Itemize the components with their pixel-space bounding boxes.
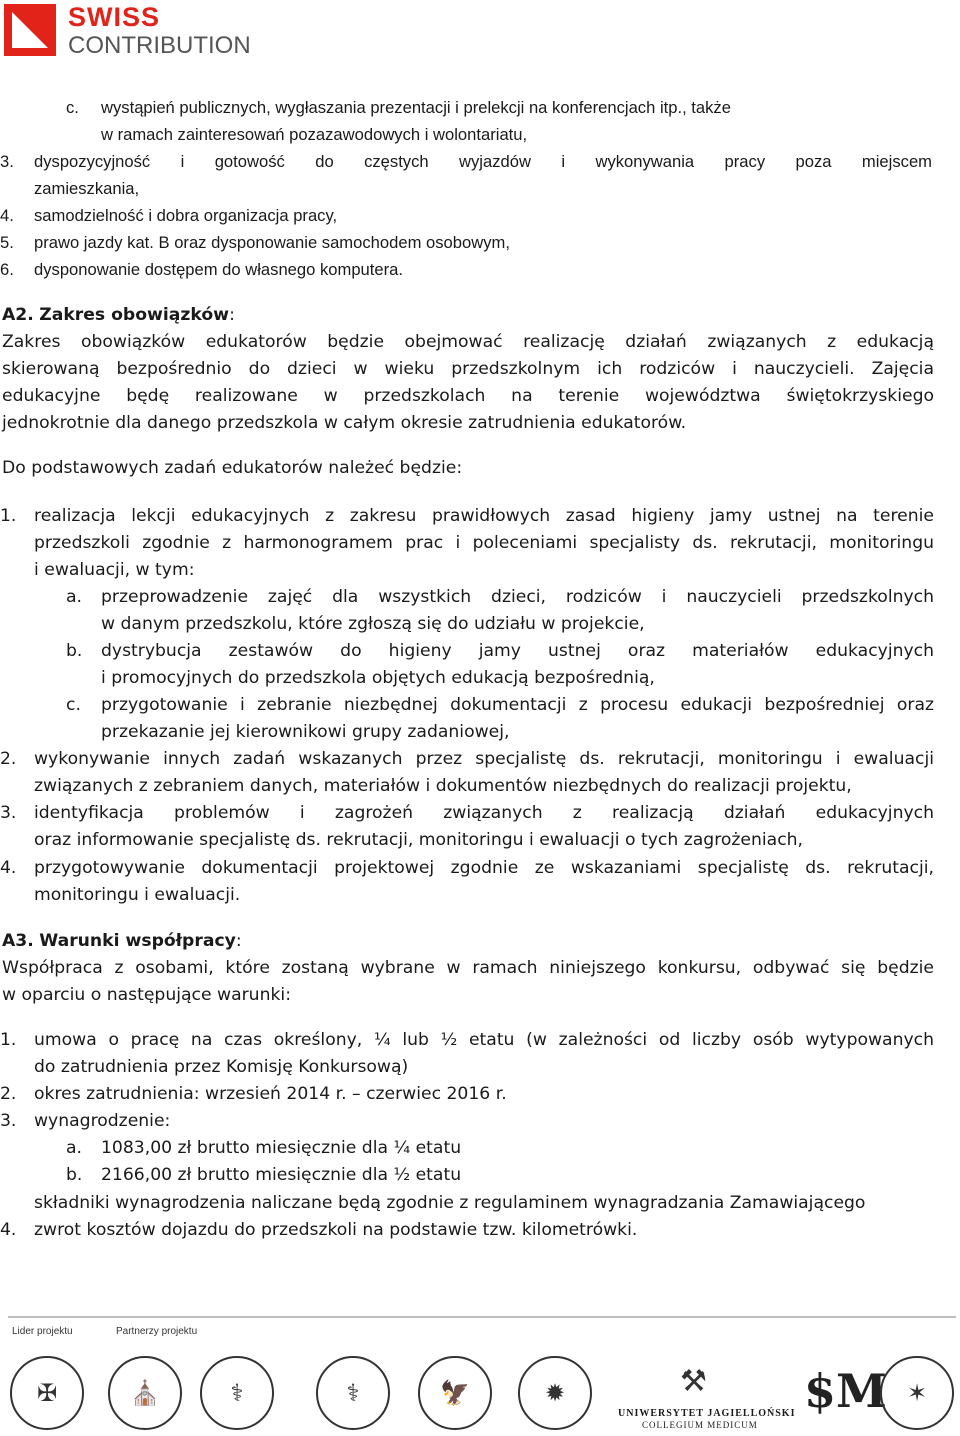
list-item-continuation: związanych z zebraniem danych, materiałów i dokumentów niezbędnych do realizacji projektu, [34, 776, 852, 796]
swiss-contribution-logo [4, 4, 262, 60]
list-item: c. wystąpień publicznych, wygłaszania prezentacji i prelekcji na konferencjach itp., także [66, 98, 731, 117]
sub-list-item: b. dystrybucja zestawów do higieny jamy ustnej oraz materiałów edukacyjnych [66, 641, 934, 661]
sub-list-item: a. 1083,00 zł brutto miesięcznie dla ¼ etatu [66, 1138, 462, 1158]
logo-line-2: CONTRIBUTION [68, 32, 251, 59]
paragraph-line: Zakres obowiązków edukatorów będzie obejmować realizację działań związanych z edukacją [2, 332, 934, 352]
footer-divider [8, 1316, 956, 1318]
list-item-continuation: przekazanie jej kierownikowi grupy zadaniowej, [101, 722, 510, 742]
list-item: 1. umowa o pracę na czas określony, ¼ lub ½ etatu (w zależności od liczby osób wytypowanych [0, 1030, 934, 1050]
list-item-continuation: w danym przedszkolu, które zgłoszą się do udziału w projekcie, [101, 614, 645, 634]
list-item-continuation: i ewaluacji, w tym: [34, 560, 195, 580]
partner-seal-bialystok-icon: ⚕ [316, 1356, 390, 1430]
partner-seal-warsaw-icon: 🦅 [418, 1356, 492, 1430]
list-item-continuation: przedszkoli zgodnie z harmonogramem prac i poleceniami specjalisty ds. rekrutacji, monitoringu [34, 533, 934, 553]
leader-seal-icon: ✠ [10, 1356, 84, 1430]
list-item: 4. zwrot kosztów dojazdu do przedszkoli na podstawie tzw. kilometrówki. [0, 1220, 638, 1240]
paragraph-intro: Do podstawowych zadań edukatorów należeć będzie: [2, 458, 463, 478]
list-item-continuation: zamieszkania, [34, 179, 140, 198]
paragraph-line: Współpraca z osobami, które zostaną wybrane w ramach niniejszego konkursu, odbywać się będzie [2, 958, 934, 978]
swiss-flag-icon [4, 4, 56, 56]
paragraph-line: edukacyjne będę realizowane w przedszkolach na terenie województwa świętokrzyskiego [2, 386, 934, 406]
partner-seal-opole-icon: ✶ [880, 1356, 954, 1430]
paragraph-line: w oparciu o następujące warunki: [2, 985, 291, 1005]
list-item: 1. realizacja lekcji edukacyjnych z zakresu prawidłowych zasad higieny jamy ustnej na terenie [0, 506, 934, 526]
list-item-continuation: oraz informowanie specjalistę ds. rekrutacji, monitoringu i ewaluacji o tych zagrożeniach, [34, 830, 804, 850]
list-item: 4. przygotowywanie dokumentacji projektowej zgodnie ze wskazaniami specjalistę ds. rekrutacji, [0, 858, 934, 878]
list-item: 3. identyfikacja problemów i zagrożeń związanych z realizacją działań edukacyjnych [0, 803, 934, 823]
list-item-continuation: do zatrudnienia przez Komisję Konkursową) [34, 1057, 409, 1077]
section-heading-a3: A3. Warunki współpracy: [2, 931, 242, 951]
paragraph-line: skierowaną bezpośrednio do dzieci w wieku przedszkolnym ich rodziców i nauczycieli. Zajęcia [2, 359, 934, 379]
paragraph-line: jednokrotnie dla danego przedszkola w całym okresie zatrudnienia edukatorów. [2, 413, 687, 433]
list-item-continuation: i promocyjnych do przedszkola objętych edukacją bezpośrednią, [101, 668, 655, 688]
leader-label: Lider projektu [12, 1326, 73, 1337]
list-item: 6. dysponowanie dostępem do własnego komputera. [0, 260, 403, 279]
list-item: 5. prawo jazdy kat. B oraz dysponowanie samochodem osobowym, [0, 233, 510, 252]
list-item-continuation: w ramach zainteresowań pozazawodowych i wolontariatu, [101, 125, 528, 144]
sub-list-item: b. 2166,00 zł brutto miesięcznie dla ½ etatu [66, 1165, 462, 1185]
partner-seal-lublin-icon: ✹ [518, 1356, 592, 1430]
list-item-continuation: monitoringu i ewaluacji. [34, 885, 241, 905]
list-item-continuation: składniki wynagrodzenia naliczane będą zgodnie z regulaminem wynagradzania Zamawiającego [34, 1193, 866, 1213]
partner-uj-cm-logo: ⚒ UNIWERSYTET JAGIELLOŃSKI COLLEGIUM MEDICUM [618, 1364, 796, 1430]
list-item: 2. okres zatrudnienia: wrzesień 2014 r. – czerwiec 2016 r. [0, 1084, 507, 1104]
partners-label: Partnerzy projektu [116, 1326, 198, 1337]
partner-seal-gdansk-icon: ⚕ [200, 1356, 274, 1430]
partner-sum-logo-icon: $M [804, 1364, 887, 1418]
sub-list-item: a. przeprowadzenie zajęć dla wszystkich dzieci, rodziców i nauczycieli przedszkolnych [66, 587, 934, 607]
list-item: 4. samodzielność i dobra organizacja pracy, [0, 206, 338, 225]
sub-list-item: c. przygotowanie i zebranie niezbędnej dokumentacji z procesu edukacji bezpośredniej oraz [66, 695, 934, 715]
list-item: 3. wynagrodzenie: [0, 1111, 171, 1131]
list-item: 2. wykonywanie innych zadań wskazanych przez specjalistę ds. rekrutacji, monitoringu i ewaluacji [0, 749, 934, 769]
uj-crest-icon: ⚒ [680, 1364, 707, 1399]
list-item: 3. dyspozycyjność i gotowość do częstych wyjazdów i wykonywania pracy poza miejscem [0, 152, 932, 171]
section-heading-a2: A2. Zakres obowiązków: [2, 305, 235, 325]
logo-line-1: SWISS [68, 2, 161, 32]
partner-seal-pum-icon: ⛪ [108, 1356, 182, 1430]
